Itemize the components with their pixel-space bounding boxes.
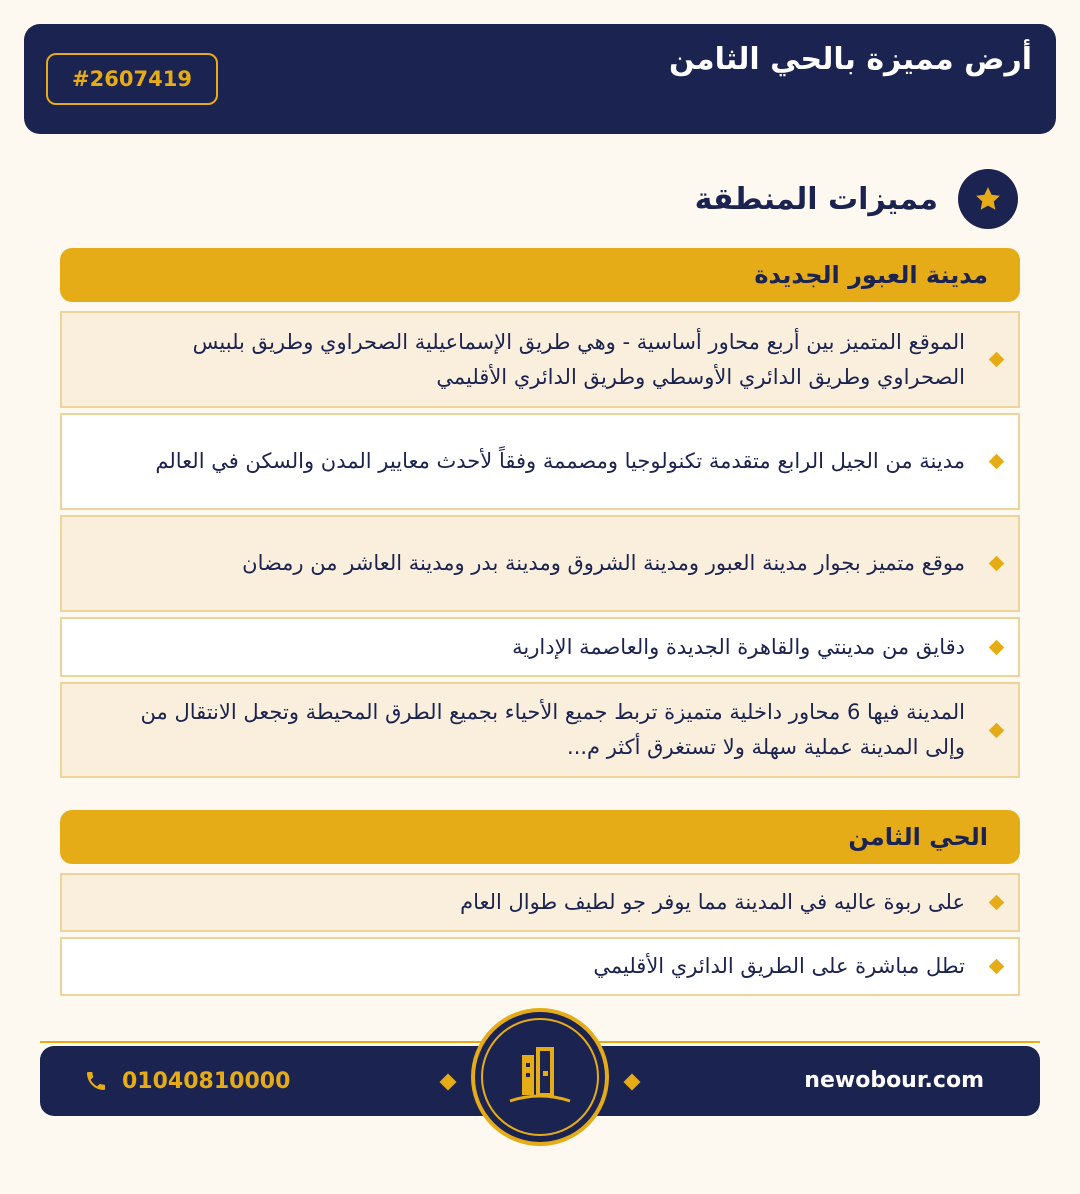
diamond-bullet-icon <box>989 722 1005 738</box>
list-item-text: موقع متميز بجوار مدينة العبور ومدينة الشروق ومدينة بدر ومدينة العاشر من رمضان <box>242 551 965 575</box>
phone-contact[interactable] <box>84 1046 290 1116</box>
list-item-text: الموقع المتميز بين أربع محاور أساسية - وهي طريق الإسماعيلية الصحراوي وطريق بلبيس الصحراوي وطريق الدائري الأوسطي وطريق الدائري الأقليمي <box>192 329 965 389</box>
diamond-bullet-icon <box>989 959 1005 975</box>
phone-icon <box>84 1069 108 1093</box>
group-title-obour: مدينة العبور الجديدة <box>60 248 1020 302</box>
list-item <box>60 515 1020 612</box>
listing-id-badge: #2607419 <box>46 53 218 105</box>
star-icon <box>958 169 1018 229</box>
listing-header <box>24 24 1056 134</box>
list-item-text: المدينة فيها 6 محاور داخلية متميزة تربط جميع الأحياء بجميع الطرق المحيطة وتجعل الانتقال من وإلى المدينة عملية سهلة ولا تستغرق أكثر م... <box>140 700 965 759</box>
list-item <box>60 311 1020 408</box>
list-item <box>60 682 1020 778</box>
list-item <box>60 617 1020 677</box>
list-item <box>60 413 1020 510</box>
list-item <box>60 873 1020 932</box>
list-item-text: دقايق من مدينتي والقاهرة الجديدة والعاصمة الإدارية <box>512 634 965 659</box>
phone-number[interactable]: 01040810000 <box>122 1068 291 1094</box>
diamond-icon <box>624 1074 641 1091</box>
website-link[interactable]: newobour.com <box>804 1068 984 1093</box>
listing-title: أرض مميزة بالحي الثامن <box>669 42 1032 77</box>
section-title: مميزات المنطقة <box>694 181 938 217</box>
list-item-text: مدينة من الجيل الرابع متقدمة تكنولوجيا ومصممة وفقاً لأحدث معايير المدن والسكن في العالم <box>155 449 965 473</box>
group-title-eighth-district: الحي الثامن <box>60 810 1020 864</box>
diamond-bullet-icon <box>989 454 1005 470</box>
section-heading <box>695 168 1018 230</box>
list-item-text: تطل مباشرة على الطريق الدائري الأقليمي <box>593 954 965 978</box>
diamond-bullet-icon <box>989 556 1005 572</box>
diamond-icon <box>440 1074 457 1091</box>
building-logo-icon <box>471 1008 609 1146</box>
diamond-bullet-icon <box>989 352 1005 368</box>
diamond-bullet-icon <box>989 895 1005 911</box>
list-item <box>60 937 1020 996</box>
list-item-text: على ربوة عاليه في المدينة مما يوفر جو لطيف طوال العام <box>460 890 965 914</box>
diamond-bullet-icon <box>989 639 1005 655</box>
